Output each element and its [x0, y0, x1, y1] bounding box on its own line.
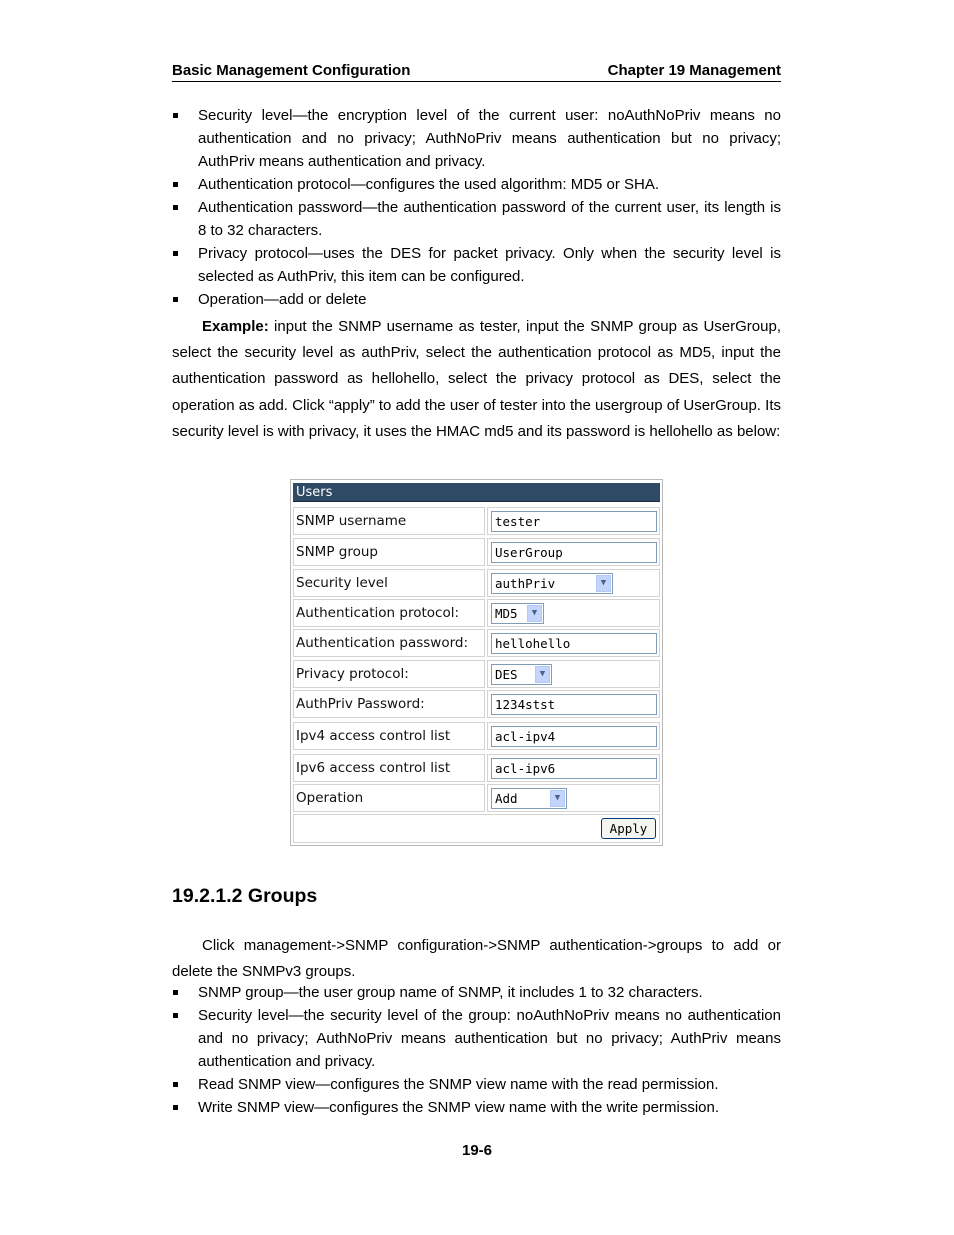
chevron-down-icon[interactable]: ▼ — [596, 575, 611, 592]
auth-password-input[interactable]: hellohello — [491, 633, 657, 654]
page-header — [172, 61, 781, 82]
list-item: Authentication password—the authentication password of the current user, its length is 8 to 32 characters. — [172, 196, 781, 242]
field-label: Ipv4 access control list — [293, 722, 485, 750]
header-right-chapter: Chapter 19 Management — [607, 62, 781, 79]
field-label: AuthPriv Password: — [293, 690, 485, 718]
chevron-down-icon[interactable]: ▼ — [535, 666, 550, 683]
list-item: SNMP group—the user group name of SNMP, it includes 1 to 32 characters. — [172, 981, 781, 1004]
field-label: SNMP group — [293, 538, 485, 566]
list-item: Operation—add or delete — [172, 288, 781, 311]
field-label: Authentication protocol: — [293, 599, 485, 627]
form-row-apply — [293, 814, 660, 843]
section-heading-groups: 19.2.1.2 Groups — [172, 885, 318, 907]
list-item: Privacy protocol—uses the DES for packet privacy. Only when the security level is selected as AuthPriv, this item can be configured. — [172, 242, 781, 288]
field-label: Operation — [293, 784, 485, 812]
list-item: Security level—the security level of the group: noAuthNoPriv means no authentication and no privacy; AuthNoPriv means authentication but no privacy; AuthPriv means authentication and privacy. — [172, 1004, 781, 1073]
security-level-select[interactable]: authPriv ▼ — [491, 573, 613, 594]
list-item: Read SNMP view—configures the SNMP view name with the read permission. — [172, 1073, 781, 1096]
auth-protocol-select[interactable]: MD5 ▼ — [491, 603, 544, 624]
bullet-icon — [173, 990, 178, 995]
bullet-icon — [173, 205, 178, 210]
chevron-down-icon[interactable]: ▼ — [550, 790, 565, 807]
field-label: Privacy protocol: — [293, 660, 485, 688]
chevron-down-icon[interactable]: ▼ — [527, 605, 542, 622]
ipv4-acl-input[interactable]: acl-ipv4 — [491, 726, 657, 747]
bullet-icon — [173, 1105, 178, 1110]
users-panel-title: Users — [293, 483, 660, 502]
apply-button[interactable]: Apply — [601, 818, 656, 839]
example-label: Example: — [202, 318, 269, 335]
bullet-icon — [173, 1082, 178, 1087]
header-left-title: Basic Management Configuration — [172, 62, 411, 79]
bullet-icon — [173, 182, 178, 187]
field-label: SNMP username — [293, 507, 485, 535]
authpriv-password-input[interactable]: 1234stst — [491, 694, 657, 715]
field-label: Ipv6 access control list — [293, 754, 485, 782]
example-paragraph — [172, 314, 781, 445]
snmp-username-input[interactable]: tester — [491, 511, 657, 532]
bullet-list-user-fields — [172, 104, 781, 311]
example-text: input the SNMP username as tester, input the SNMP group as UserGroup, select the security level as authPriv, select the authentication protocol as MD5, input the authentication password as hellohello, select the privacy protocol as DES, select the operation as add. Click “apply” to add the user of tester into the usergroup of UserGroup. Its security level is with privacy, it uses the HMAC md5 and its password is hellohello as below: — [172, 318, 781, 440]
privacy-protocol-select[interactable]: DES ▼ — [491, 664, 552, 685]
page-number: 19-6 — [461, 1142, 493, 1159]
list-item: Security level—the encryption level of the current user: noAuthNoPriv means no authentication and no privacy; AuthNoPriv means authentication but no privacy; AuthPriv means authentication and privacy. — [172, 104, 781, 173]
list-item: Write SNMP view—configures the SNMP view name with the write permission. — [172, 1096, 781, 1119]
ipv6-acl-input[interactable]: acl-ipv6 — [491, 758, 657, 779]
field-label: Security level — [293, 569, 485, 597]
bullet-list-group-fields — [172, 981, 781, 1119]
bullet-icon — [173, 297, 178, 302]
list-item: Authentication protocol—configures the used algorithm: MD5 or SHA. — [172, 173, 781, 196]
bullet-icon — [173, 1013, 178, 1018]
snmp-group-input[interactable]: UserGroup — [491, 542, 657, 563]
bullet-icon — [173, 251, 178, 256]
operation-select[interactable]: Add ▼ — [491, 788, 567, 809]
users-form-figure — [290, 479, 663, 846]
bullet-icon — [173, 113, 178, 118]
groups-intro-paragraph: Click management->SNMP configuration->SNMP authentication->groups to add or delete the SNMPv3 groups. — [172, 937, 781, 981]
field-label: Authentication password: — [293, 629, 485, 657]
